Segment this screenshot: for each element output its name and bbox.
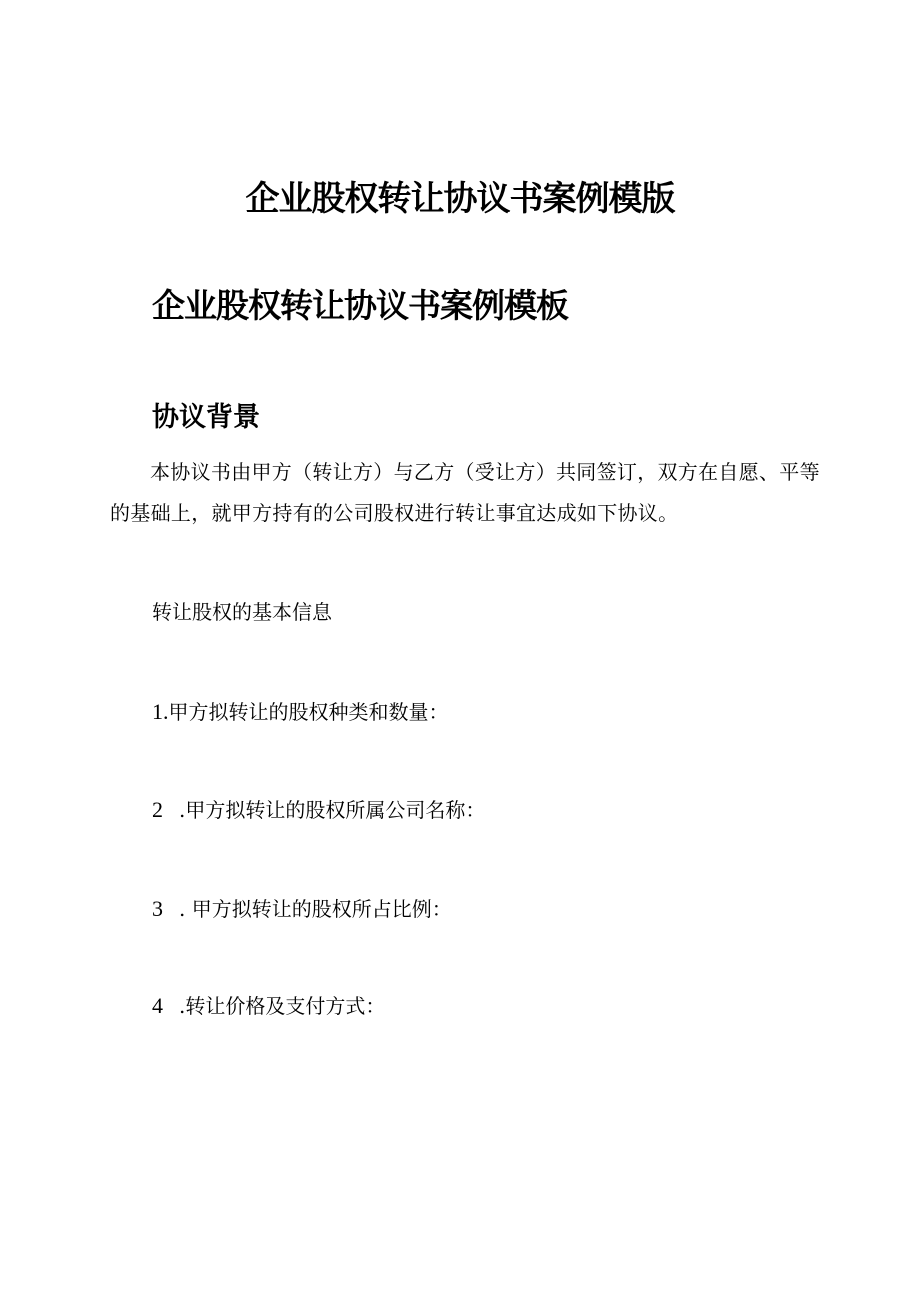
list-item-number: 2 xyxy=(152,797,163,822)
document-title: 企业股权转让协议书案例模版 xyxy=(245,179,675,219)
section-heading-background: 协议背景 xyxy=(152,402,260,433)
list-item-number: 4 xyxy=(152,993,163,1018)
subsection-heading-equity-info: 转让股权的基本信息 xyxy=(152,600,332,624)
list-item-text: .甲方拟转让的股权所属公司名称： xyxy=(179,798,486,822)
list-item-text: .转让价格及支付方式： xyxy=(179,994,386,1018)
list-item-text: . 甲方拟转让的股权所占比例： xyxy=(179,897,452,921)
list-item-number: 3 xyxy=(152,896,163,921)
list-item-2 xyxy=(152,795,485,825)
list-item-text: 甲方拟转让的股权种类和数量： xyxy=(168,700,449,724)
list-item-1 xyxy=(152,697,449,727)
document-heading: 企业股权转让协议书案例模板 xyxy=(152,286,568,325)
background-paragraph: 本协议书由甲方（转让方）与乙方（受让方）共同签订，双方在自愿、平等的基础上，就甲方持有的公司股权进行转让事宜达成如下协议。 xyxy=(110,460,820,525)
list-item-3 xyxy=(152,894,452,924)
list-item-4 xyxy=(152,991,385,1021)
list-item-number: 1. xyxy=(152,699,169,724)
